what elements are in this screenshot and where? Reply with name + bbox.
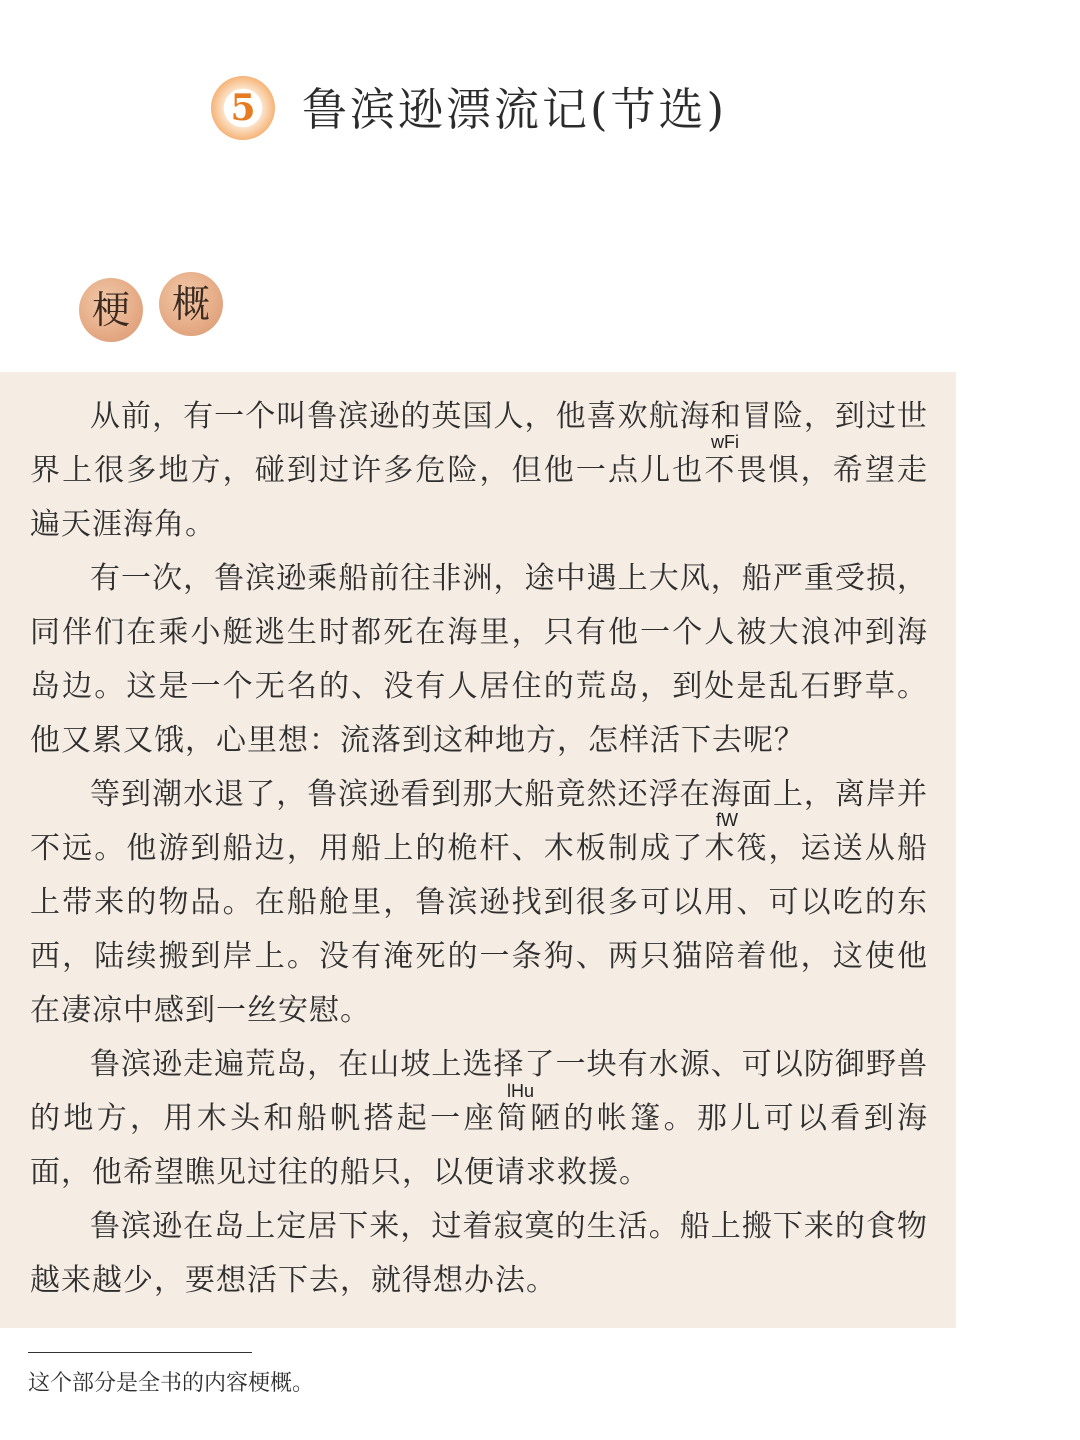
paragraph: 鲁滨逊走遍荒岛，在山坡上选择了一块有水源、可以防御野兽的地方，用木头和船帆搭起一座简陋的帐篷。那儿可以看到海面，他希望瞧见过往的船只，以便请求救援。 bbox=[30, 1047, 928, 1190]
lesson-number: 5 bbox=[230, 87, 256, 129]
pinyin-annotation: fW bbox=[716, 810, 738, 830]
summary-text bbox=[30, 390, 928, 1308]
footnote-divider bbox=[28, 1352, 252, 1353]
section-heading-char-1: 梗 bbox=[79, 278, 143, 342]
lesson-title: 鲁滨逊漂流记(节选) bbox=[302, 83, 728, 136]
paragraph: 等到潮水退了，鲁滨逊看到那大船竟然还浮在海面上，离岸并不远。他游到船边，用船上的桅杆、木板制成了木筏，运送从船上带来的物品。在船舱里，鲁滨逊找到很多可以用、可以吃的东西，陆续搬到岸上。没有淹死的一条狗、两只猫陪着他，这使他在凄凉中感到一丝安慰。 bbox=[30, 777, 928, 1028]
paragraph: 鲁滨逊在岛上定居下来，过着寂寞的生活。船上搬下来的食物越来越少，要想活下去，就得想办法。 bbox=[30, 1209, 928, 1298]
footnote: 这个部分是全书的内容梗概。 bbox=[28, 1371, 315, 1396]
paragraph: 有一次，鲁滨逊乘船前往非洲，途中遇上大风，船严重受损，同伴们在乘小艇逃生时都死在海里，只有他一个人被大浪冲到海岛边。这是一个无名的、没有人居住的荒岛，到处是乱石野草。他又累又饿，心里想：流落到这种地方，怎样活下去呢？ bbox=[30, 561, 928, 758]
summary-panel bbox=[0, 372, 956, 1328]
paragraph: 从前，有一个叫鲁滨逊的英国人，他喜欢航海和冒险，到过世界上很多地方，碰到过许多危险，但他一点儿也不畏惧，希望走遍天涯海角。 bbox=[30, 399, 928, 542]
pinyin-annotation: lHu bbox=[507, 1081, 535, 1101]
pinyin-annotation: wFi bbox=[711, 432, 739, 452]
section-heading-char-2: 概 bbox=[159, 272, 223, 336]
lesson-number-badge bbox=[211, 76, 275, 140]
